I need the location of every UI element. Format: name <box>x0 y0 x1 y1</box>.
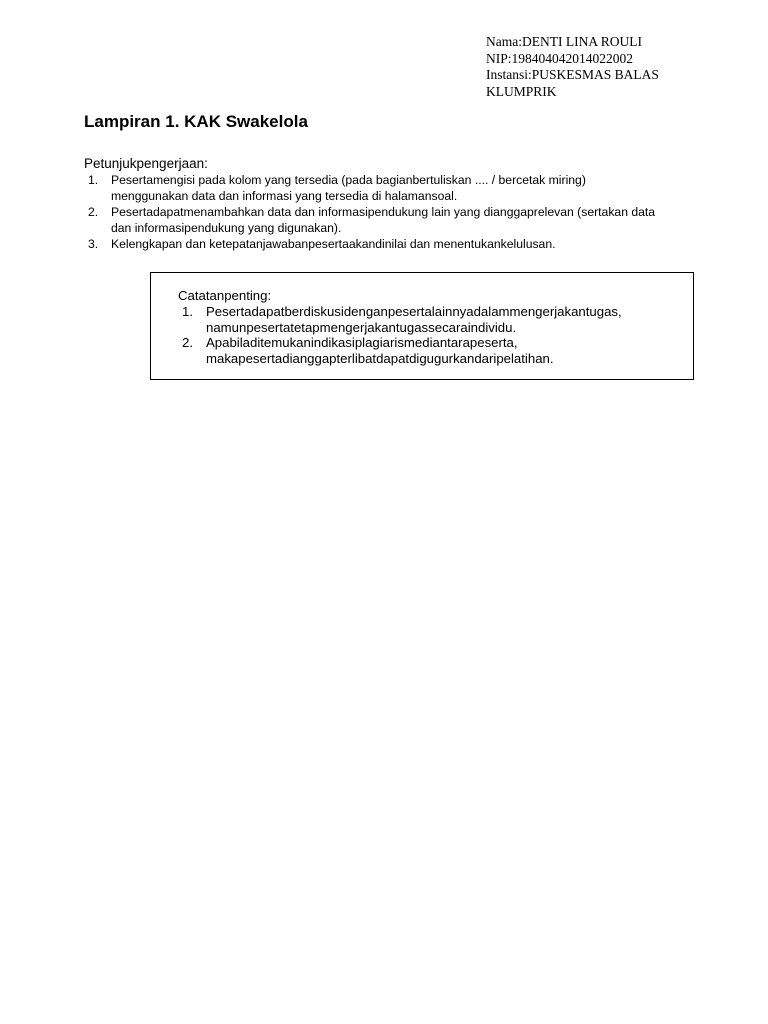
instruction-number: 3. <box>88 237 99 251</box>
note-text-cont: makapesertadianggapterlibatdapatdigugurkandaripelatihan. <box>206 351 554 367</box>
instructions-heading: Petunjukpengerjaan: <box>84 156 208 171</box>
instruction-text: Pesertadapatmenambahkan data dan informasipendukung lain yang dianggaprelevan (sertakan data <box>111 205 656 219</box>
note-text: Pesertadapatberdiskusidenganpesertalainnyadalammengerjakantugas, <box>206 304 622 319</box>
identity-block <box>486 34 716 100</box>
instruction-item-3 <box>84 236 704 252</box>
nip-line: NIP:198404042014022002 <box>486 50 634 66</box>
instruction-item-2 <box>84 204 704 236</box>
instruction-number: 2. <box>88 205 99 219</box>
document-title: Lampiran 1. KAK Swakelola <box>84 112 308 131</box>
note-number: 2. <box>182 335 193 351</box>
note-heading: Catatanpenting: <box>178 288 272 303</box>
important-note-content <box>178 288 678 367</box>
instruction-text: Pesertamengisi pada kolom yang tersedia (pada bagianbertuliskan .... / bercetak miring) <box>111 173 586 187</box>
note-item-2 <box>178 335 678 366</box>
instructions-section <box>84 155 704 252</box>
instruction-number: 1. <box>88 173 99 187</box>
instructions-list <box>84 172 704 252</box>
instruction-text-cont: menggunakan data dan informasi yang tersedia di halamansoal. <box>111 189 458 203</box>
instansi-line-1: Instansi:PUSKESMAS BALAS <box>486 67 659 82</box>
instruction-text: Kelengkapan dan ketepatanjawabanpesertaakandinilai dan menentukankelulusan. <box>111 237 556 251</box>
instansi-line-2: KLUMPRIK <box>486 83 557 99</box>
instruction-text-cont: dan informasipendukung yang digunakan). <box>111 221 342 235</box>
note-list <box>178 304 678 367</box>
note-text: Apabiladitemukanindikasiplagiarismediantarapeserta, <box>206 335 518 351</box>
instansi-line <box>486 67 716 100</box>
important-note-box <box>150 272 694 380</box>
note-number: 1. <box>182 304 193 319</box>
note-item-1 <box>178 304 678 335</box>
name-line: Nama:DENTI LINA ROULI <box>486 34 642 49</box>
instruction-item-1 <box>84 172 704 204</box>
note-text-cont: namunpesertatetapmengerjakantugassecaraindividu. <box>206 319 517 335</box>
